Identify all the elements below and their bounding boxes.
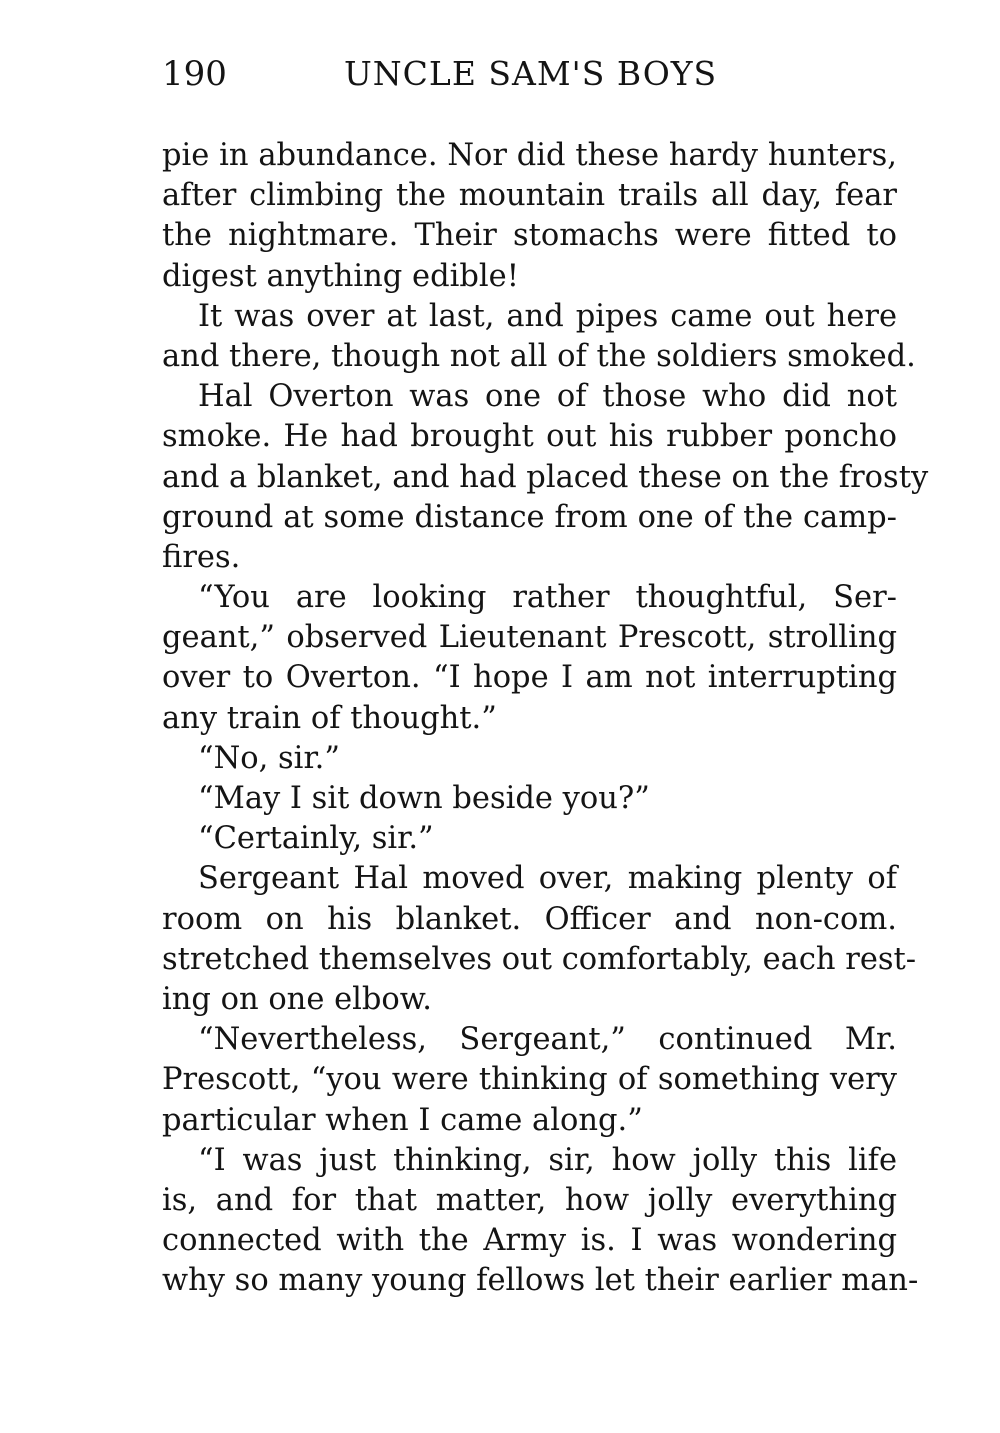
text-line: stretched themselves out comfortably, each rest- — [162, 941, 917, 977]
text-line: “You are looking rather thoughtful, Ser- — [198, 580, 897, 616]
text-line: why so many young fellows let their earlier man- — [162, 1263, 919, 1299]
text-line: is, and for that matter, how jolly everything — [162, 1182, 897, 1218]
text-line: Prescott, “you were thinking of something very — [162, 1062, 897, 1098]
text-line: Sergeant Hal moved over, making plenty of — [198, 861, 897, 897]
body-text — [162, 136, 929, 1301]
text-line: geant,” observed Lieutenant Prescott, strolling — [162, 620, 897, 656]
page-header — [162, 52, 897, 96]
text-line: ing on one elbow. — [162, 981, 432, 1017]
text-line: connected with the Army is. I was wondering — [162, 1223, 897, 1259]
text-line: Hal Overton was one of those who did not — [198, 379, 897, 415]
text-line: and a blanket, and had placed these on the frosty — [162, 459, 929, 495]
text-line: fires. — [162, 539, 241, 575]
text-line: after climbing the mountain trails all day, fear — [162, 178, 897, 214]
text-line: over to Overton. “I hope I am not interrupting — [162, 660, 897, 696]
text-line: “May I sit down beside you?” — [198, 781, 650, 816]
running-title: UNCLE SAM'S BOYS — [344, 54, 718, 93]
text-line: pie in abundance. Nor did these hardy hunters, — [162, 138, 897, 173]
text-line: the nightmare. Their stomachs were fitted to — [162, 218, 897, 254]
text-line: and there, though not all of the soldiers smoked. — [162, 338, 916, 374]
text-line: any train of thought.” — [162, 700, 497, 736]
text-line: digest anything edible! — [162, 258, 519, 294]
text-line: smoke. He had brought out his rubber poncho — [162, 419, 897, 455]
page-number: 190 — [162, 54, 227, 94]
text-line: It was over at last, and pipes came out here — [198, 298, 897, 334]
text-line: “No, sir.” — [198, 740, 340, 776]
text-line: “Nevertheless, Sergeant,” continued Mr. — [198, 1022, 897, 1058]
text-line: particular when I came along.” — [162, 1102, 643, 1138]
text-line: “Certainly, sir.” — [198, 821, 434, 857]
text-line: ground at some distance from one of the camp- — [162, 499, 897, 535]
text-line: room on his blanket. Officer and non-com. — [162, 901, 897, 937]
text-line: “I was just thinking, sir, how jolly this life — [198, 1142, 897, 1178]
